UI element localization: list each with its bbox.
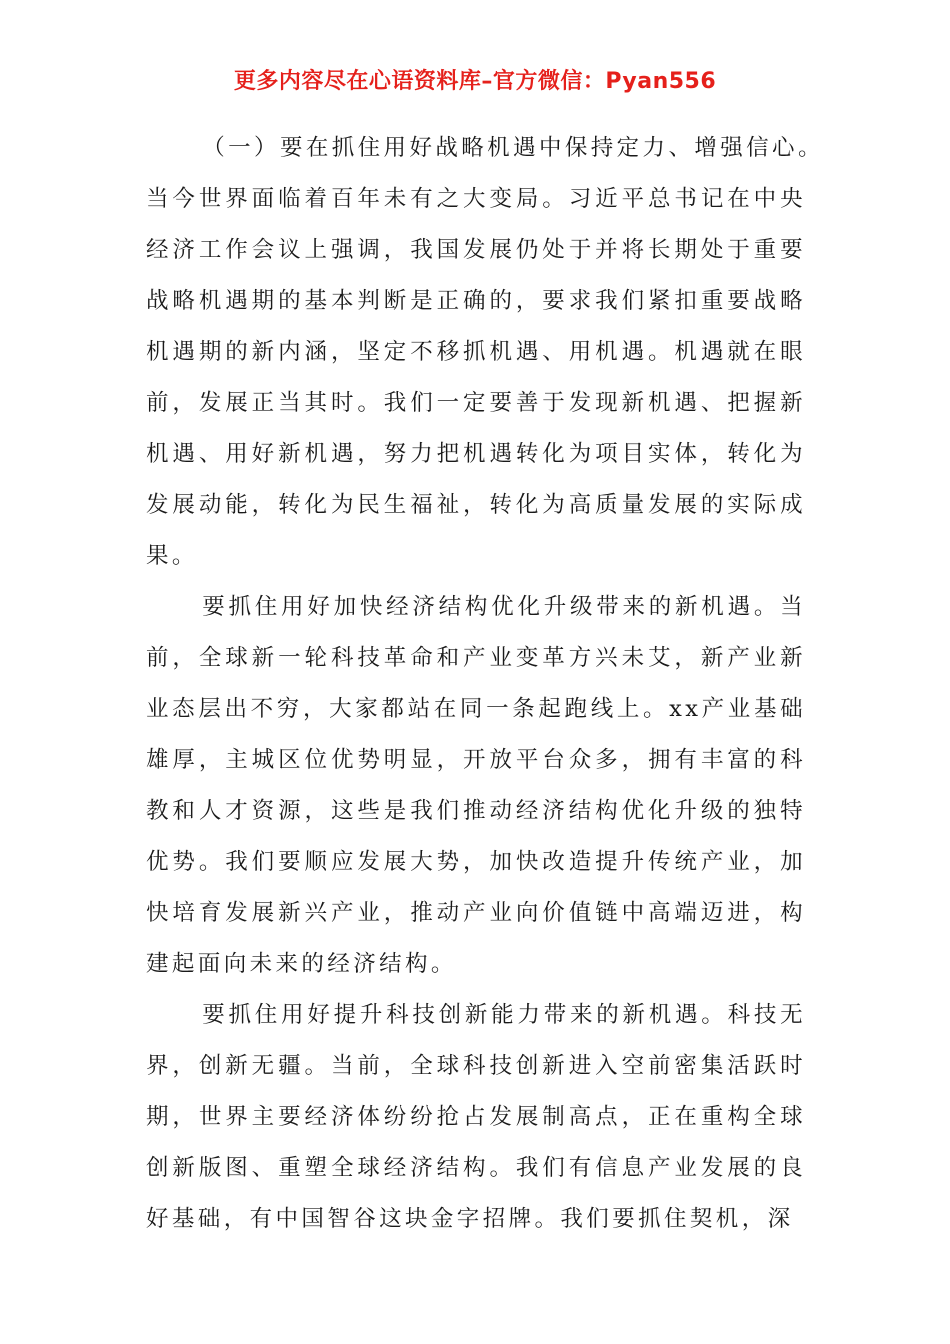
watermark-header: 更多内容尽在心语资料库–官方微信：Pyan556 xyxy=(233,69,717,94)
section-heading: （一）要在抓住用好战略机遇中保持定力、增强信心。 xyxy=(202,135,824,161)
paragraph: 要抓住用好提升科技创新能力带来的新机遇。科技无界，创新无疆。当前，全球科技创新进入空前密集活跃时期，世界主要经济体纷纷抢占发展制高点，正在重构全球创新版图、重塑全球经济结构。我们有信息产业发展的良好基础，有中国智谷这块金字招牌。我们要抓住契机，深 xyxy=(146,1002,806,1232)
paragraph: 当今世界面临着百年未有之大变局。习近平总书记在中央经济工作会议上强调，我国发展仍处于并将长期处于重要战略机遇期的基本判断是正确的，要求我们紧扣重要战略机遇期的新内涵，坚定不移抓机遇、用机遇。机遇就在眼前，发展正当其时。我们一定要善于发现新机遇、把握新机遇、用好新机遇，努力把机遇转化为项目实体，转化为发展动能，转化为民生福祉，转化为高质量发展的实际成果。 xyxy=(146,186,806,569)
paragraph: 要抓住用好加快经济结构优化升级带来的新机遇。当前，全球新一轮科技革命和产业变革方兴未艾，新产业新业态层出不穷，大家都站在同一条起跑线上。xx产业基础雄厚，主城区位优势明显，开放平台众多，拥有丰富的科教和人才资源，这些是我们推动经济结构优化升级的独特优势。我们要顺应发展大势，加快改造提升传统产业，加快培育发展新兴产业，推动产业向价值链中高端迈进，构建起面向未来的经济结构。 xyxy=(146,594,806,977)
document-body xyxy=(146,123,824,1245)
